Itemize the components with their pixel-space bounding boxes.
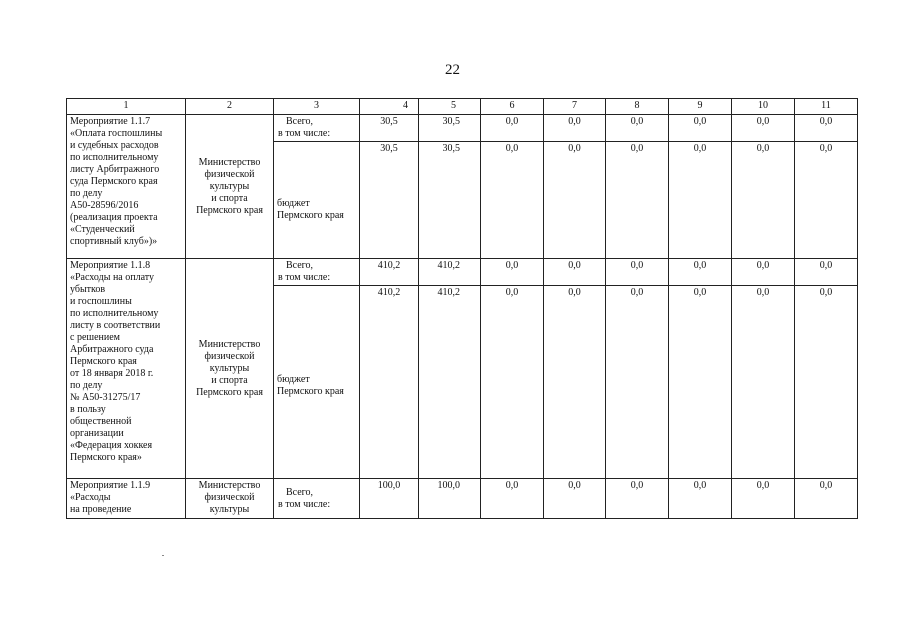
executor-cell: Министерство физической культуры bbox=[186, 479, 274, 519]
source-label-cell bbox=[274, 142, 360, 259]
value-cell: 0,0 bbox=[732, 259, 795, 286]
value-cell: 410,2 bbox=[419, 286, 481, 479]
activity-cell: Мероприятие 1.1.9 «Расходы на проведение bbox=[67, 479, 186, 519]
value-cell: 0,0 bbox=[481, 142, 544, 259]
header-row bbox=[67, 99, 858, 115]
value-cell: 410,2 bbox=[419, 259, 481, 286]
value-cell: 0,0 bbox=[606, 286, 669, 479]
column-header: 7 bbox=[544, 99, 606, 115]
value-cell: 0,0 bbox=[669, 142, 732, 259]
value-cell: 30,5 bbox=[419, 115, 481, 142]
value-cell: 0,0 bbox=[606, 115, 669, 142]
value-cell: 0,0 bbox=[795, 479, 858, 519]
value-cell: 0,0 bbox=[606, 142, 669, 259]
column-header: 10 bbox=[732, 99, 795, 115]
value-cell: 0,0 bbox=[481, 286, 544, 479]
column-header: 8 bbox=[606, 99, 669, 115]
total-label-cell bbox=[274, 479, 360, 519]
total-label: Всего, bbox=[286, 116, 314, 127]
value-cell: 0,0 bbox=[481, 115, 544, 142]
scan-speck bbox=[162, 555, 164, 556]
page-number: 22 bbox=[445, 62, 460, 78]
value-cell: 0,0 bbox=[669, 479, 732, 519]
value-cell: 0,0 bbox=[669, 259, 732, 286]
table-row bbox=[67, 259, 858, 286]
value-cell: 0,0 bbox=[544, 142, 606, 259]
value-cell: 0,0 bbox=[669, 286, 732, 479]
table-row bbox=[67, 115, 858, 142]
value-cell: 100,0 bbox=[360, 479, 419, 519]
executor-cell: Министерство физической культуры и спорта Пермского края bbox=[186, 259, 274, 479]
total-sublabel: в том числе: bbox=[278, 272, 331, 283]
value-cell: 0,0 bbox=[606, 479, 669, 519]
executor-cell: Министерство физической культуры и спорта Пермского края bbox=[186, 115, 274, 259]
column-header: 11 bbox=[795, 99, 858, 115]
table-row bbox=[67, 479, 858, 519]
value-cell: 30,5 bbox=[360, 142, 419, 259]
value-cell: 0,0 bbox=[795, 142, 858, 259]
column-header: 6 bbox=[481, 99, 544, 115]
total-sublabel: в том числе: bbox=[278, 128, 331, 139]
value-cell: 0,0 bbox=[606, 259, 669, 286]
total-label: Всего, bbox=[286, 260, 314, 271]
source-label: бюджет Пермского края bbox=[277, 374, 344, 397]
value-cell: 0,0 bbox=[732, 115, 795, 142]
value-cell: 0,0 bbox=[732, 479, 795, 519]
column-header: 9 bbox=[669, 99, 732, 115]
value-cell: 30,5 bbox=[360, 115, 419, 142]
column-header: 4 bbox=[360, 99, 419, 115]
activity-cell: Мероприятие 1.1.8 «Расходы на оплату убытков и госпошлины по исполнительному листу в соответствии с решением Арбитражного суда Пермского края от 18 января 2018 г. по делу № А50-31275/17 в пользу общественной организации «Федерация хоккея Пермского края» bbox=[67, 259, 186, 479]
value-cell: 0,0 bbox=[795, 286, 858, 479]
value-cell: 0,0 bbox=[795, 259, 858, 286]
value-cell: 0,0 bbox=[669, 115, 732, 142]
value-cell: 0,0 bbox=[732, 142, 795, 259]
total-label: Всего, bbox=[286, 486, 314, 498]
value-cell: 0,0 bbox=[544, 286, 606, 479]
value-cell: 0,0 bbox=[795, 115, 858, 142]
source-label-cell bbox=[274, 286, 360, 479]
value-cell: 30,5 bbox=[419, 142, 481, 259]
value-cell: 0,0 bbox=[544, 259, 606, 286]
column-header: 3 bbox=[274, 99, 360, 115]
total-sublabel: в том числе: bbox=[278, 498, 331, 510]
value-cell: 410,2 bbox=[360, 286, 419, 479]
value-cell: 0,0 bbox=[544, 479, 606, 519]
total-label-cell bbox=[274, 115, 360, 142]
value-cell: 0,0 bbox=[544, 115, 606, 142]
total-label-cell bbox=[274, 259, 360, 286]
source-label: бюджет Пермского края bbox=[277, 198, 344, 221]
value-cell: 100,0 bbox=[419, 479, 481, 519]
budget-table bbox=[66, 98, 858, 519]
activity-cell: Мероприятие 1.1.7 «Оплата госпошлины и судебных расходов по исполнительному листу Арбитражного суда Пермского края по делу А50-28596/2016 (реализация проекта «Студенческий спортивный клуб»)» bbox=[67, 115, 186, 259]
value-cell: 410,2 bbox=[360, 259, 419, 286]
column-header: 5 bbox=[419, 99, 481, 115]
value-cell: 0,0 bbox=[481, 259, 544, 286]
column-header: 1 bbox=[67, 99, 186, 115]
column-header: 2 bbox=[186, 99, 274, 115]
value-cell: 0,0 bbox=[732, 286, 795, 479]
value-cell: 0,0 bbox=[481, 479, 544, 519]
